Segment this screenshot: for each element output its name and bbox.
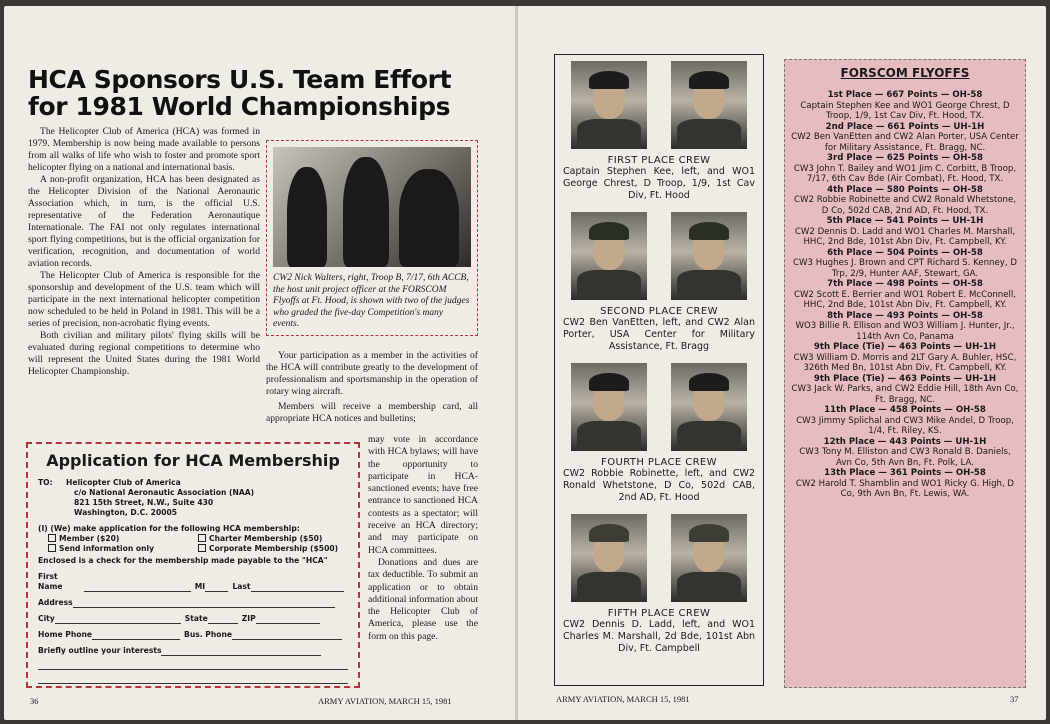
- crew-title: FOURTH PLACE CREW: [601, 457, 717, 468]
- result-entry: [791, 153, 1019, 185]
- check-line: Enclosed is a check for the membership made payable to the "HCA": [38, 556, 328, 565]
- last-name-field[interactable]: [251, 583, 344, 592]
- article-column-3: [368, 434, 478, 643]
- result-heading: 11th Place — 458 Points — OH-58: [824, 405, 986, 415]
- article-paragraph: may vote in accordance with HCA bylaws; will have the opportunity to participate in HCA-sanctioned events; have free entrance to sanctioned HCA contests as a spectator; will receive an HCA directory; and may participate on HCA committees.: [368, 434, 478, 556]
- interests-line[interactable]: [38, 670, 348, 684]
- result-crew: WO3 Billie R. Ellison and WO3 William J. Hunter, Jr., 114th Avn Co, Panama: [795, 321, 1015, 342]
- interests-field[interactable]: [161, 647, 321, 656]
- judges-photo: [273, 147, 471, 267]
- mi-field[interactable]: [205, 583, 228, 592]
- article-column-1: [28, 126, 260, 378]
- bus-phone-label: Bus. Phone: [184, 630, 233, 639]
- result-crew: CW2 Robbie Robinette and CW2 Ronald Whetstone, D Co, 502d CAB, 2nd AD, Ft. Hood, TX.: [794, 195, 1016, 216]
- photo-caption: CW2 Nick Walters, right, Troop B, 7/17, 6th ACCB, the host unit project officer at the FORSCOM Flyoffs at Ft. Hood, is shown with two of the judges who graded the five-day Competition's many events.: [273, 273, 470, 329]
- member-option-label: Member ($20): [59, 534, 120, 543]
- result-heading: 12th Place — 443 Points — UH-1H: [823, 436, 987, 447]
- charter-checkbox[interactable]: [198, 534, 206, 542]
- address-line: Helicopter Club of America: [66, 478, 181, 487]
- corporate-option-label: Corporate Membership ($500): [209, 544, 339, 553]
- crew-portrait: [671, 514, 747, 602]
- result-crew: CW2 Dennis D. Ladd and WO1 Charles M. Marshall, HHC, 2nd Bde, 101st Abn Div, Ft. Campbell, KY.: [794, 226, 1016, 247]
- result-entry: [791, 248, 1019, 280]
- result-crew: CW3 Jack W. Parks, and CW2 Eddie Hill, 18th Avn Co, Ft. Bragg, NC.: [791, 384, 1019, 405]
- crew-portrait: [671, 363, 747, 451]
- crew-block: [559, 61, 759, 202]
- article-paragraph: Donations and dues are tax deductible. To submit an application or to obtain additional information about the Helicopter Club of America, please use the form on this page.: [368, 556, 478, 642]
- crew-caption: Captain Stephen Kee, left, and WO1 George Chrest, D Troop, 1/9, 1st Cav Div, Ft. Hood: [563, 166, 755, 201]
- folio-text: ARMY AVIATION, MARCH 15, 1981: [556, 694, 690, 704]
- result-crew: CW3 Tony M. Elliston and CW3 Ronald B. Daniels, Avn Co, 5th Avn Bn, Ft. Polk, LA.: [799, 447, 1011, 468]
- result-entry: [791, 374, 1019, 406]
- crew-caption: CW2 Dennis D. Ladd, left, and WO1 Charles M. Marshall, 2d Bde, 101st Abn Div, Ft. Campbell: [563, 619, 755, 654]
- result-heading: 4th Place — 580 Points — OH-58: [827, 184, 983, 195]
- result-entry: [791, 342, 1019, 374]
- article-paragraph: The Helicopter Club of America (HCA) was formed in 1979. Membership is now being made available to persons from all walks of life who wish to foster and promote sport helicopter flying on a national and international basis.: [28, 126, 260, 173]
- result-crew: CW3 Hughes J. Brown and CPT Richard S. Kenney, D Trp, 2/9, Hunter AAF, Stewart, GA.: [793, 258, 1017, 279]
- result-heading: 2nd Place — 661 Points — UH-1H: [825, 121, 985, 132]
- member-checkbox[interactable]: [48, 534, 56, 542]
- result-heading: 9th Place (Tie) — 463 Points — UH-1H: [813, 342, 997, 352]
- result-crew: CW3 William D. Morris and 2LT Gary A. Buhler, HSC, 326th Med Bn, 101st Abn Div, Ft. Campbell, KY.: [793, 352, 1017, 373]
- interests-line[interactable]: [38, 656, 348, 670]
- result-heading: 9th Place (Tie) — 463 Points — UH-1H: [813, 373, 997, 384]
- left-page: [4, 6, 515, 720]
- article-paragraph: Members will receive a membership card, all appropriate HCA notices and bulletins;: [266, 401, 478, 424]
- result-crew: CW2 Scott E. Berrier and WO1 Robert E. McConnell, HHC, 2nd Bde, 101st Abn Div, Ft. Campbell, KY.: [793, 289, 1017, 310]
- bus-phone-field[interactable]: [232, 631, 342, 640]
- forscom-flyoffs-box: [784, 59, 1026, 688]
- mi-label: MI: [194, 582, 206, 591]
- result-heading: 6th Place — 504 Points — OH-58: [827, 247, 983, 258]
- results-list: [791, 90, 1019, 500]
- address-label: Address: [38, 598, 73, 607]
- result-entry: [791, 216, 1019, 248]
- article-column-2: [266, 350, 478, 425]
- result-crew: CW3 John T. Bailey and WO1 Jim C. Corbitt, B Troop, 7/17, 6th Cav Bde (Air Combat), Ft. Hood, TX.: [793, 163, 1017, 184]
- crew-photo-panel: [554, 54, 764, 686]
- info-checkbox[interactable]: [48, 544, 56, 552]
- membership-form: [26, 442, 360, 688]
- charter-option-label: Charter Membership ($50): [209, 534, 323, 543]
- state-field[interactable]: [208, 615, 238, 624]
- photo-frame: [266, 140, 478, 336]
- crew-title: FIFTH PLACE CREW: [607, 608, 711, 619]
- result-entry: [791, 90, 1019, 122]
- result-entry: [791, 122, 1019, 154]
- result-crew: CW2 Ben VanEtten and CW2 Alan Porter, USA Center for Military Assistance, Ft. Bragg, NC.: [791, 132, 1019, 153]
- crew-block: [559, 363, 759, 504]
- form-address: [38, 478, 348, 518]
- crew-portrait: [571, 212, 647, 300]
- zip-field[interactable]: [256, 615, 320, 624]
- crew-portrait: [671, 212, 747, 300]
- crew-title: SECOND PLACE CREW: [600, 306, 718, 317]
- form-title: Application for HCA Membership: [46, 451, 340, 470]
- result-heading: 1st Place — 667 Points — OH-58: [827, 90, 983, 100]
- crew-block: [559, 212, 759, 353]
- result-entry: [791, 279, 1019, 311]
- result-entry: [791, 468, 1019, 500]
- zip-label: ZIP: [241, 614, 256, 623]
- result-crew: CW2 Harold T. Shamblin and WO1 Ricky G. High, D Co, 9th Avn Bn, Ft. Lewis, WA.: [795, 478, 1015, 499]
- corporate-checkbox[interactable]: [198, 544, 206, 552]
- first-name-field[interactable]: [84, 583, 191, 592]
- home-phone-field[interactable]: [92, 631, 180, 640]
- address-line: 821 15th Street, N.W., Suite 430: [74, 498, 214, 507]
- crew-title: FIRST PLACE CREW: [607, 155, 711, 166]
- page-number: 37: [1010, 694, 1019, 704]
- crew-portrait: [671, 61, 747, 149]
- crew-portrait: [571, 514, 647, 602]
- to-label: TO:: [38, 478, 53, 487]
- result-crew: Captain Stephen Kee and WO1 George Chrest, D Troop, 1/9, 1st Cav Div, Ft. Hood, TX.: [800, 100, 1010, 121]
- result-entry: [791, 437, 1019, 469]
- home-phone-label: Home Phone: [38, 630, 93, 639]
- crew-block: [559, 514, 759, 655]
- address-line: c/o National Aeronautic Association (NAA): [74, 488, 255, 497]
- result-heading: 3rd Place — 625 Points — OH-58: [827, 153, 983, 163]
- result-entry: [791, 311, 1019, 343]
- page-number: 36: [30, 696, 39, 706]
- result-heading: 5th Place — 541 Points — UH-1H: [826, 216, 984, 226]
- crew-caption: CW2 Robbie Robinette, left, and CW2 Ronald Whetstone, D Co, 502d CAB, 2nd AD, Ft. Hood: [563, 468, 755, 503]
- result-heading: 13th Place — 361 Points — OH-58: [824, 468, 986, 478]
- result-entry: [791, 405, 1019, 437]
- first-name-label: First Name: [38, 572, 63, 591]
- article-paragraph: Both civilian and military pilots' flying skills will be evaluated during regional competitions to determine who will represent the United States during the 1981 World Helicopter Championship.: [28, 330, 260, 377]
- right-page: [518, 6, 1046, 720]
- crew-caption: CW2 Ben VanEtten, left, and CW2 Alan Porter, USA Center for Military Assistance, Ft. Bragg: [563, 317, 755, 352]
- folio-text: ARMY AVIATION, MARCH 15, 1981: [318, 696, 452, 706]
- city-label: City: [38, 614, 55, 623]
- address-field[interactable]: [73, 599, 335, 608]
- crew-portrait: [571, 363, 647, 451]
- info-option-label: Send information only: [59, 544, 155, 553]
- result-crew: CW3 Jimmy Splichal and CW3 Mike Andel, D Troop, 1/4, Ft. Riley, KS.: [796, 415, 1014, 436]
- result-heading: 7th Place — 498 Points — OH-58: [827, 279, 983, 289]
- state-label: State: [184, 614, 208, 623]
- address-line: Washington, D.C. 20005: [74, 508, 178, 517]
- article-paragraph: A non-profit organization, HCA has been designated as the Helicopter Division of the National Aeronautic Association which, in turn, is the official U.S. representative of the Federation Aeronautique Internationale. The FAI not only regulates international sport flying competitions, but is the official organization for verification, recognition, and documentation of world aviation records.: [28, 174, 260, 269]
- crew-portrait: [571, 61, 647, 149]
- result-entry: [791, 185, 1019, 217]
- article-paragraph: The Helicopter Club of America is responsible for the sponsorship and development of the U.S. team which will participate in the next international helicopter competition now scheduled to be held in Poland in 1981. This will be a series of precision, non-acrobatic flying events.: [28, 270, 260, 329]
- result-heading: 8th Place — 493 Points — OH-58: [827, 310, 983, 321]
- interests-label: Briefly outline your interests: [38, 646, 162, 655]
- headline: HCA Sponsors U.S. Team Effort for 1981 World Championships: [28, 65, 452, 121]
- flyoffs-title: FORSCOM FLYOFFS: [840, 66, 970, 80]
- apply-line: (I) (We) make application for the following HCA membership:: [38, 524, 300, 533]
- city-field[interactable]: [55, 615, 181, 624]
- last-label: Last: [232, 582, 251, 591]
- article-paragraph: Your participation as a member in the activities of the HCA will contribute greatly to the development of professionalism and sportsmanship in the operation of rotary wing aircraft.: [266, 350, 478, 397]
